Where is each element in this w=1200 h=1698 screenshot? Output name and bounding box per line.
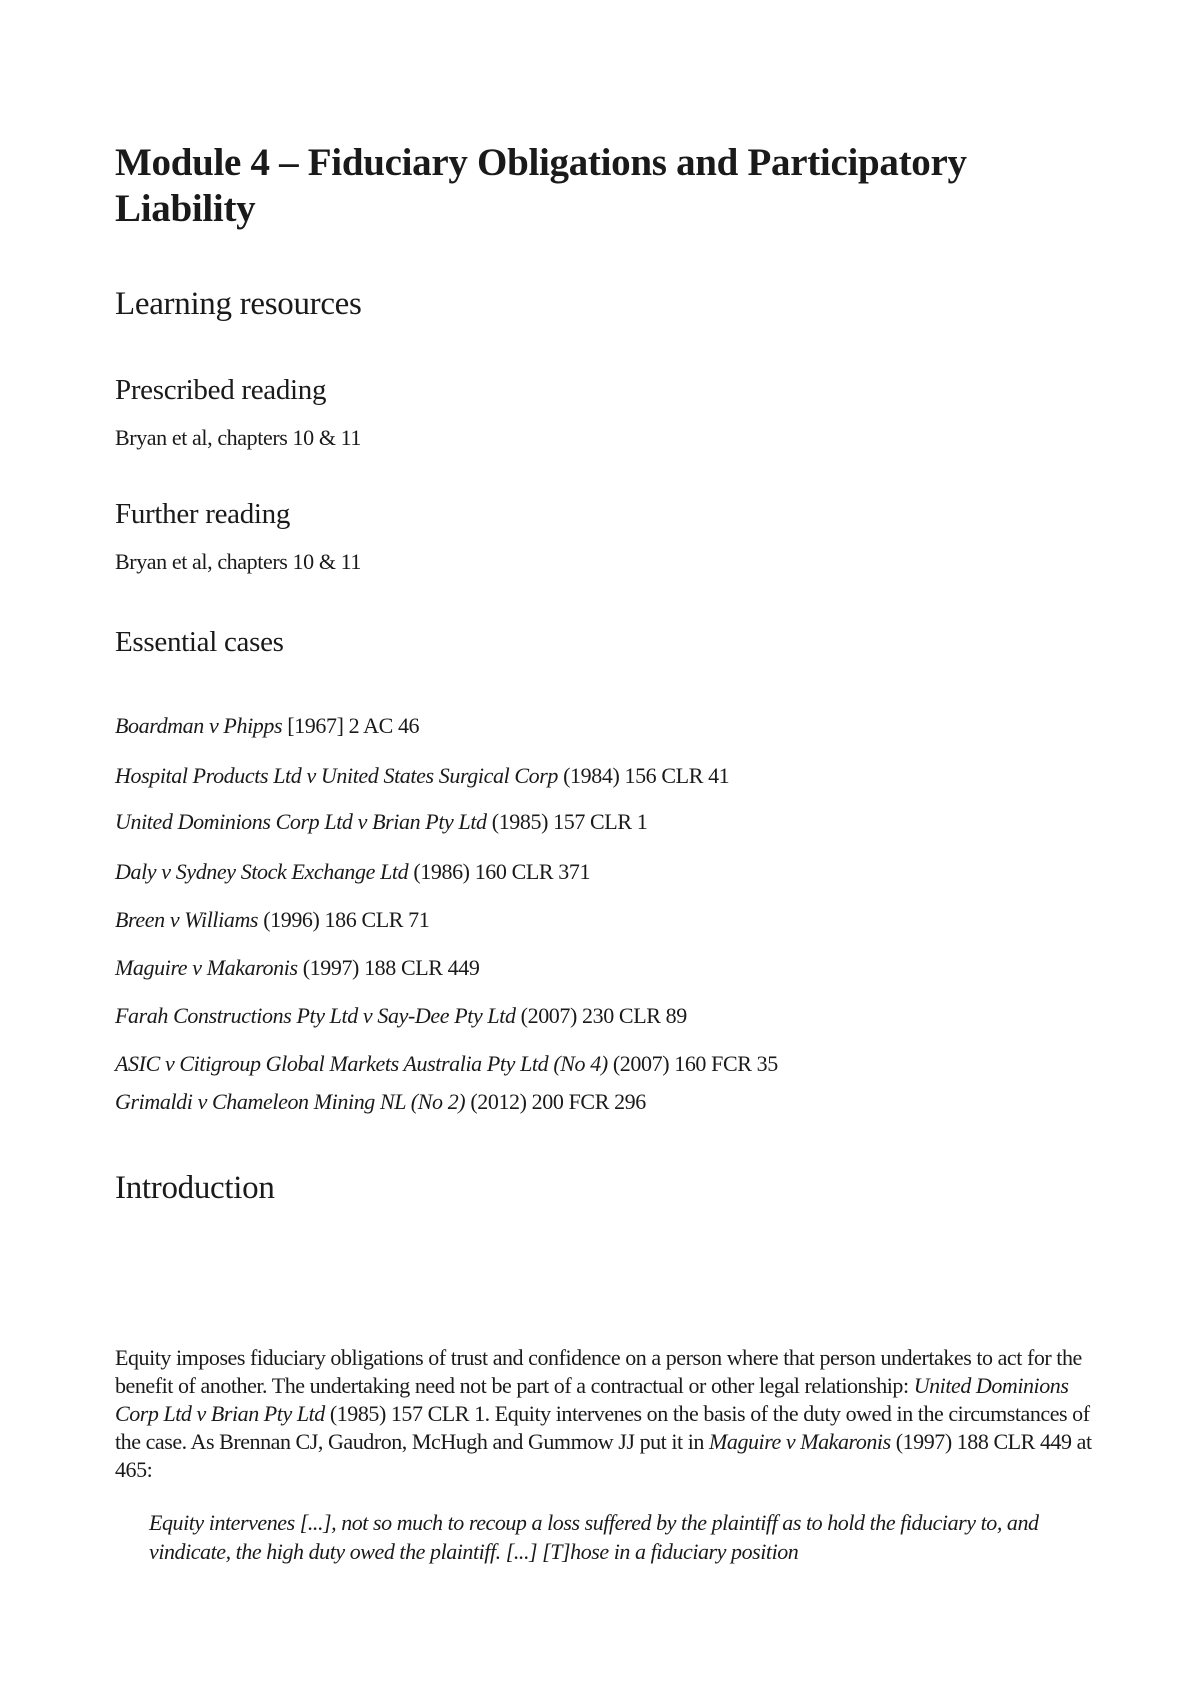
introduction-heading: Introduction (115, 1170, 275, 1206)
prescribed-reading-heading: Prescribed reading (115, 374, 327, 406)
introduction-case-2: Maguire v Makaronis (709, 1429, 891, 1454)
essential-cases-heading: Essential cases (115, 626, 284, 658)
introduction-text-2: (1985) 157 CLR 1. Equity intervenes on the basis of the duty owed in the circumstances of the case. As Brennan CJ, Gaudron, McHugh and Gummow JJ put it in (115, 1401, 1090, 1454)
introduction-case-1: United Dominions Corp Ltd v Brian Pty Ltd (115, 1373, 1069, 1426)
case-item (115, 906, 429, 934)
introduction-text-1: Equity imposes fiduciary obligations of trust and confidence on a person where that person undertakes to act for the benefit of another. The undertaking need not be part of a contractual or other legal relationship: (115, 1345, 1082, 1398)
case-item (115, 1050, 778, 1078)
case-item (115, 762, 729, 790)
page-title: Module 4 – Fiduciary Obligations and Participatory Liability (115, 141, 967, 230)
case-citation: (1997) 188 CLR 449 (297, 955, 480, 980)
block-quote: Equity intervenes [...], not so much to recoup a loss suffered by the plaintiff as to hold the fiduciary to, and vindicate, the high duty owed the plaintiff. [...] [T]hose in a fiduciary position (149, 1510, 1039, 1564)
case-name: Farah Constructions Pty Ltd v Say-Dee Pty Ltd (115, 1003, 516, 1028)
introduction-text-3: (1997) 188 CLR 449 at 465: (115, 1429, 1092, 1482)
case-name: Breen v Williams (115, 907, 259, 932)
learning-resources-heading: Learning resources (115, 286, 362, 322)
further-reading-text: Bryan et al, chapters 10 & 11 (115, 549, 362, 574)
case-citation: (1985) 157 CLR 1 (486, 809, 648, 834)
case-name: Grimaldi v Chameleon Mining NL (No 2) (115, 1089, 466, 1114)
case-item (115, 858, 590, 886)
case-citation: (1996) 186 CLR 71 (258, 907, 430, 932)
introduction-paragraph (115, 1344, 1105, 1484)
case-name: Maguire v Makaronis (115, 955, 298, 980)
case-item (115, 954, 479, 982)
case-citation: (2007) 230 CLR 89 (515, 1003, 687, 1028)
case-citation: (2007) 160 FCR 35 (607, 1051, 778, 1076)
case-name: Boardman v Phipps (115, 713, 283, 738)
case-citation: [1967] 2 AC 46 (282, 713, 420, 738)
case-name: Hospital Products Ltd v United States Surgical Corp (115, 763, 559, 788)
case-citation: (2012) 200 FCR 296 (465, 1089, 646, 1114)
case-item (115, 1088, 646, 1116)
case-name: ASIC v Citigroup Global Markets Australia Pty Ltd (No 4) (115, 1051, 608, 1076)
case-name: United Dominions Corp Ltd v Brian Pty Ltd (115, 809, 487, 834)
prescribed-reading-text: Bryan et al, chapters 10 & 11 (115, 425, 362, 450)
case-name: Daly v Sydney Stock Exchange Ltd (115, 859, 409, 884)
case-citation: (1986) 160 CLR 371 (408, 859, 591, 884)
further-reading-heading: Further reading (115, 498, 291, 530)
case-item (115, 808, 647, 836)
case-item (115, 1002, 687, 1030)
case-citation: (1984) 156 CLR 41 (558, 763, 730, 788)
case-item (115, 712, 419, 740)
